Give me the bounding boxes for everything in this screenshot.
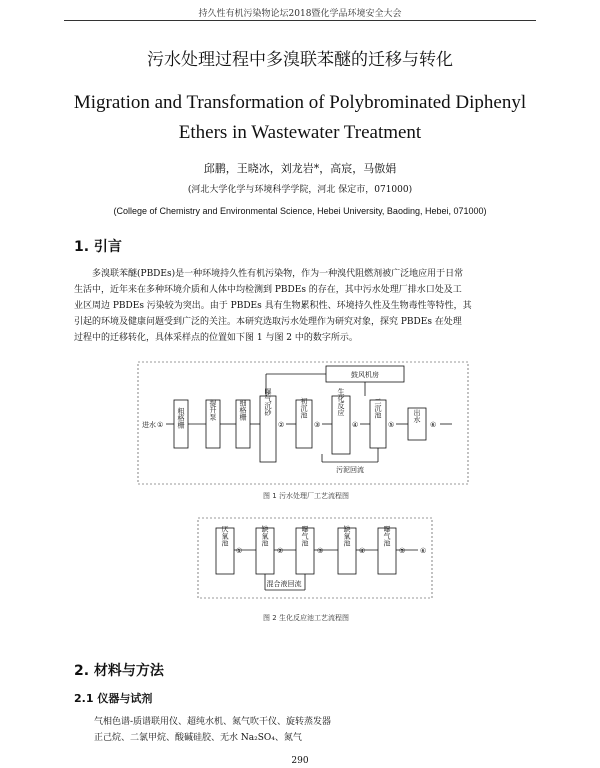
title-chinese: 污水处理过程中多溴联苯醚的迁移与转化 <box>147 50 453 70</box>
marker-4: ④ <box>352 421 359 429</box>
section1-paragraph <box>74 266 530 346</box>
box-label: 提升泵 <box>209 399 217 421</box>
marker-1: ① <box>157 421 164 429</box>
materials-list <box>94 714 331 746</box>
marker-5: ⑤ <box>388 421 395 429</box>
marker-3: ③ <box>314 421 321 429</box>
box-label: 细格栅 <box>239 399 247 421</box>
authors: 邱鹏，王晓冰，刘龙岩*，高宸，马傲娟 <box>203 162 397 175</box>
box-label: 生化反应 <box>337 388 345 416</box>
mixed-return-label: 混合液回流 <box>266 580 302 588</box>
para-line: 引起的环境及健康问题受到广泛的关注。本研究选取污水处理作为研究对象，探究 PBDEs 在处理 <box>74 317 462 327</box>
box-label: 二沉池 <box>374 397 382 419</box>
list-item: 正己烷、二氯甲烷、酸碱硅胶、无水 Na₂SO₄、氮气 <box>94 733 302 743</box>
marker-4: ④ <box>359 547 366 555</box>
marker-5: ⑤ <box>399 547 406 555</box>
affiliation-chinese: (河北大学化学与环境科学学院，河北 保定市，071000) <box>187 185 413 195</box>
para-line: 多溴联苯醚(PBDEs)是一种环境持久性有机污染物，作为一种溴代阻燃剂被广泛地应用于日常 <box>92 269 464 279</box>
box-label: 曝气池 <box>383 525 391 547</box>
marker-2: ② <box>277 547 284 555</box>
box-label: 初沉池 <box>300 397 308 419</box>
title-english-line2: Ethers in Wastewater Treatment <box>178 122 422 143</box>
figure2-flowchart <box>196 516 446 628</box>
section2-heading: 2. 材料与方法 <box>74 663 164 679</box>
box-label: 出水 <box>413 409 421 423</box>
figure1-caption: 图 1 污水处理厂工艺流程图 <box>263 492 349 500</box>
marker-6: ⑥ <box>430 421 437 429</box>
box-label: 厌氧池 <box>221 525 229 547</box>
box-label: 缺氧池 <box>261 525 269 547</box>
box-label: 粗格栅 <box>177 407 185 429</box>
blower-label: 鼓风机房 <box>351 371 379 379</box>
box-label: 曝气池 <box>301 525 309 547</box>
header-rule <box>64 20 536 21</box>
inlet-label: 进水 <box>142 421 156 429</box>
para-line: 业区周边 PBDEs 污染较为突出。由于 PBDEs 具有生物累积性、环境持久性及生物毒性等特性，其 <box>74 301 472 311</box>
box-label: 曝气沉砂 <box>264 388 272 416</box>
box-label: 缺氧池 <box>343 525 351 547</box>
title-english-line1: Migration and Transformation of Polybrominated Diphenyl <box>73 92 527 113</box>
list-item: 气相色谱-质谱联用仪、超纯水机、氮气吹干仪、旋转蒸发器 <box>94 717 332 727</box>
para-line: 生活中，近年来在多种环境介质和人体中均检测到 PBDEs 的存在，其中污水处理厂排水口处及工 <box>74 285 462 295</box>
figure2-caption: 图 2 生化反应池工艺流程图 <box>263 614 349 622</box>
subsection-heading: 2.1 仪器与试剂 <box>74 692 153 705</box>
page-number: 290 <box>291 756 309 766</box>
marker-6: ⑥ <box>420 547 427 555</box>
marker-2: ② <box>278 421 285 429</box>
section1-heading: 1. 引言 <box>74 239 122 255</box>
sludge-return-label: 污泥回流 <box>336 466 364 474</box>
running-header: 持久性有机污染物论坛2018暨化学品环境安全大会 <box>198 9 402 19</box>
figure1-flowchart <box>126 358 486 508</box>
marker-3: ③ <box>317 547 324 555</box>
affiliation-english: (College of Chemistry and Environmental Science, Hebei University, Baoding, Hebei, 071000) <box>113 206 487 216</box>
para-line: 过程中的迁移转化，具体采样点的位置如下图 1 与图 2 中的数字所示。 <box>74 333 358 343</box>
marker-1: ① <box>236 547 243 555</box>
